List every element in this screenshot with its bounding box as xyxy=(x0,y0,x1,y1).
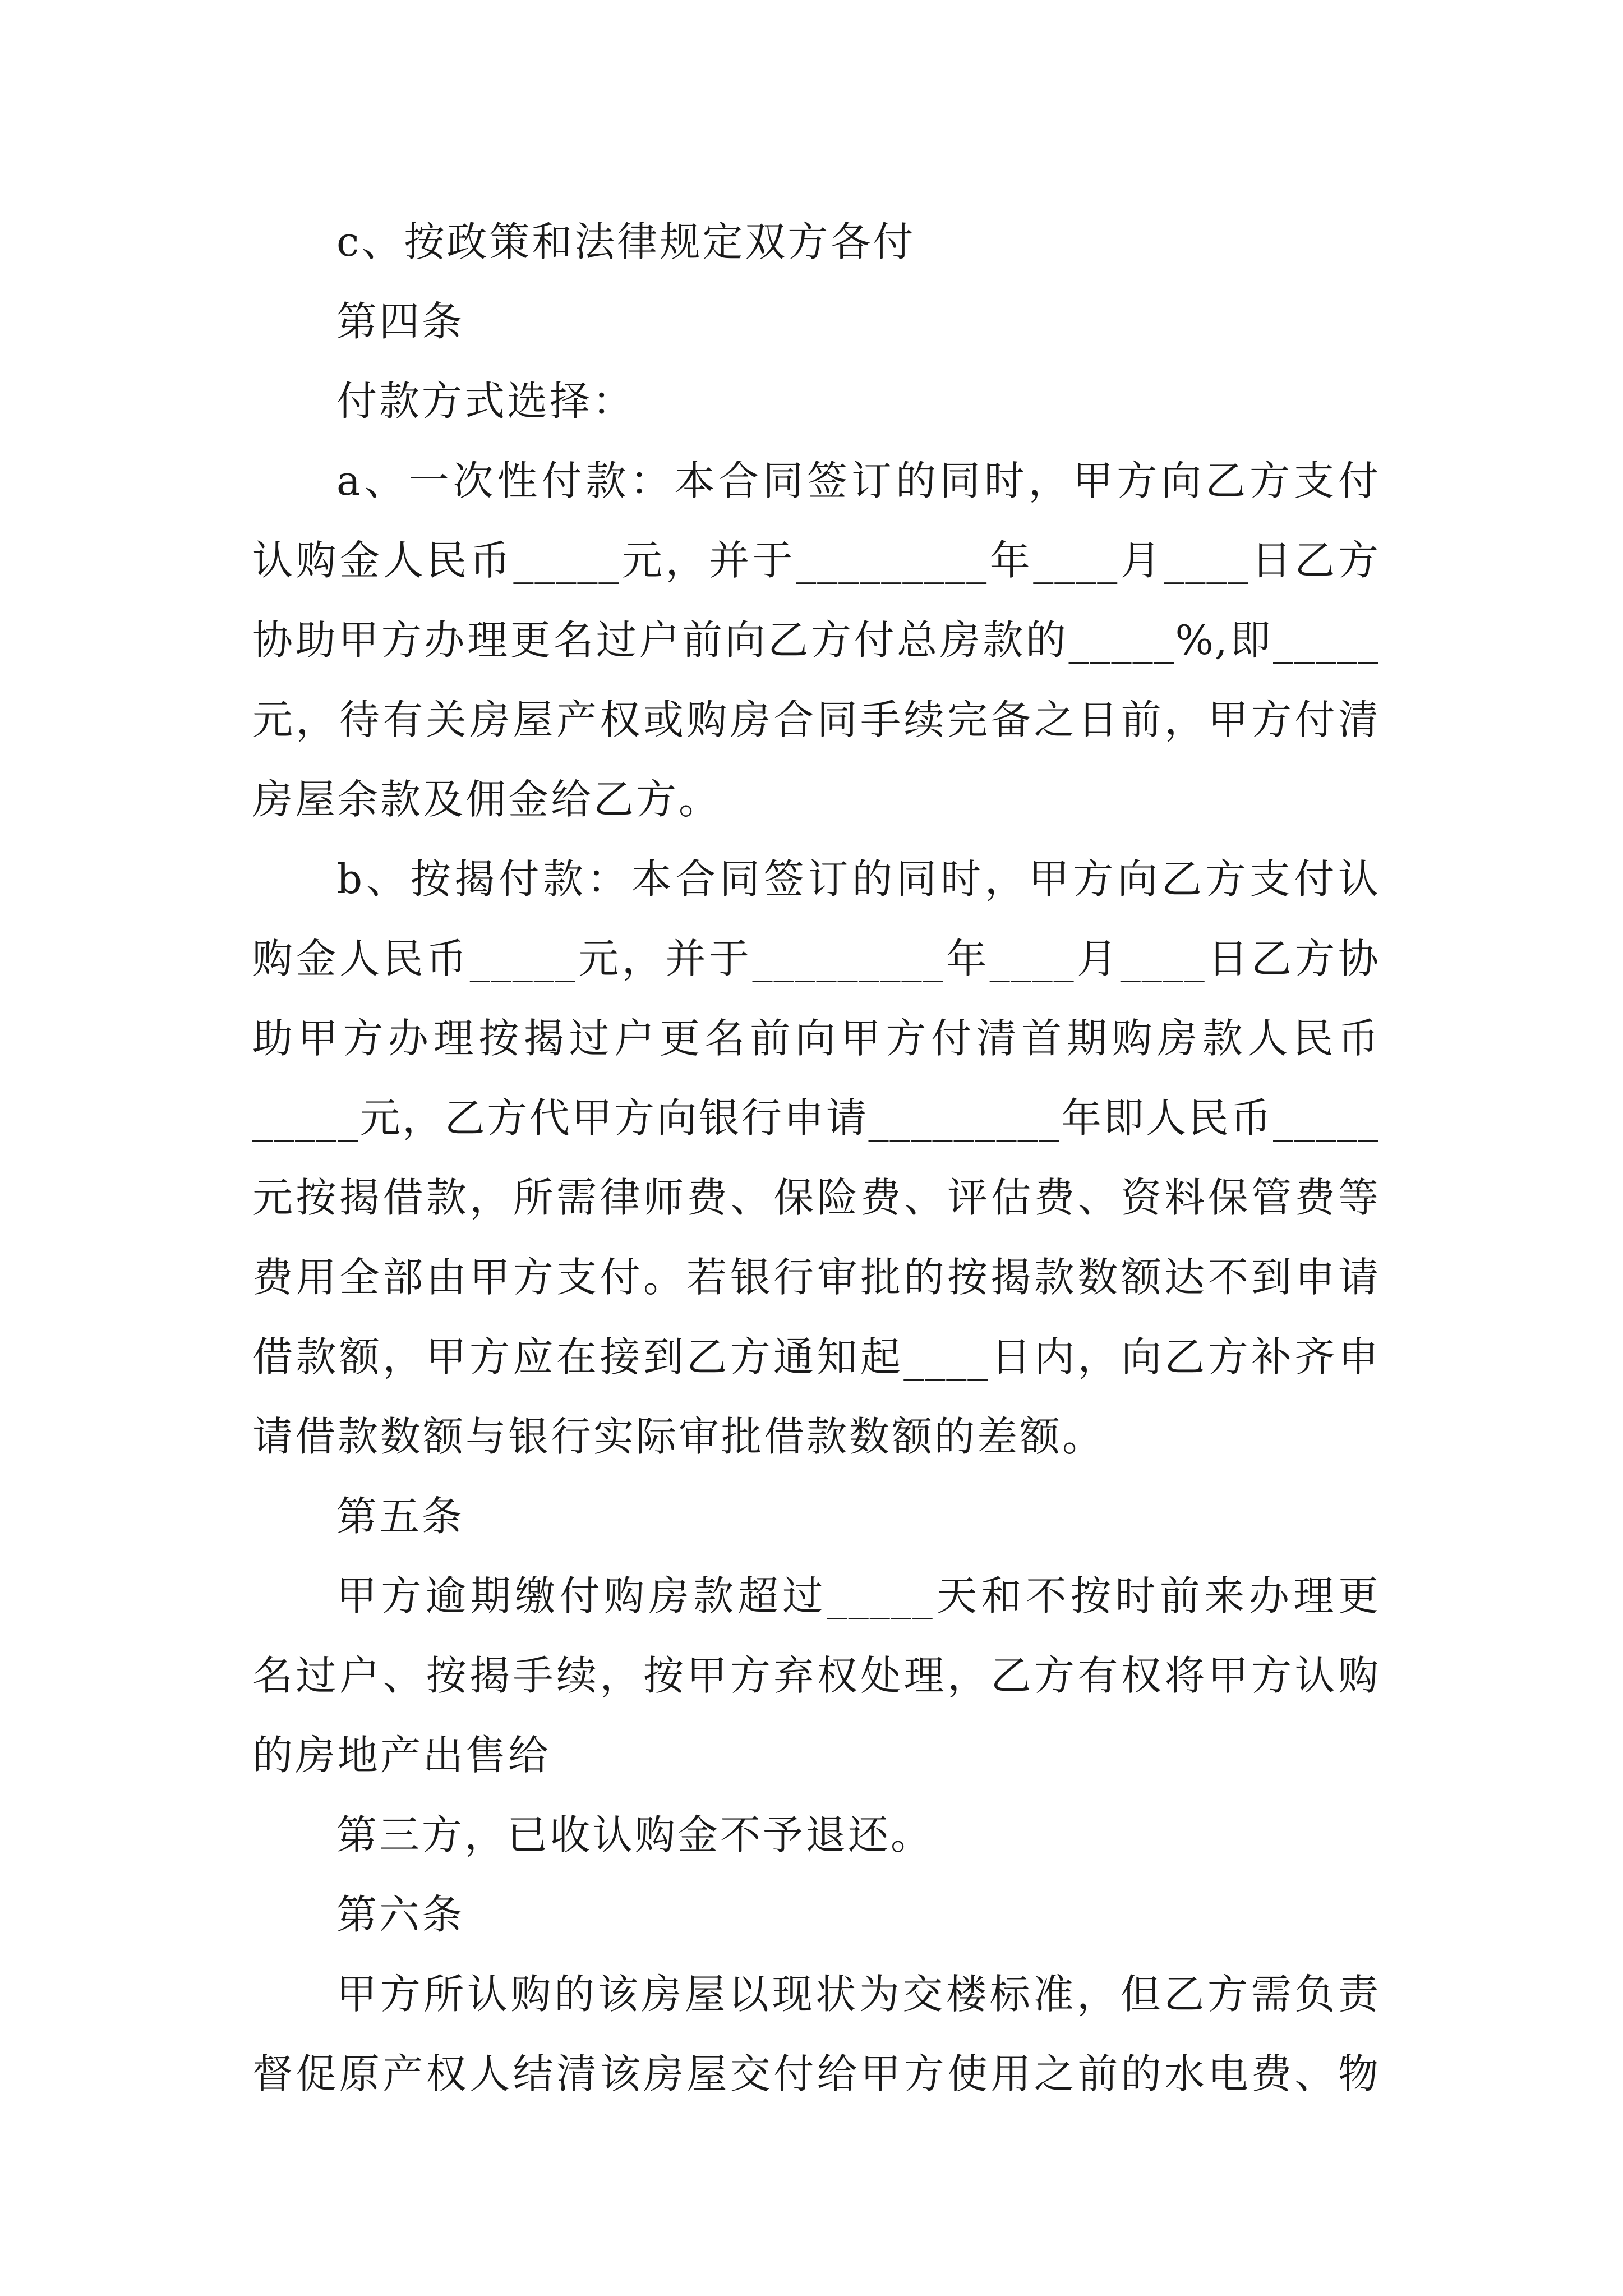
payment-method-heading: 付款方式选择： xyxy=(336,378,635,425)
option-b-line-3: 助甲方办理按揭过户更名前向甲方付清首期购房款人民币 xyxy=(252,1015,1380,1062)
option-b-line-7: 借款额，甲方应在接到乙方通知起____日内，向乙方补齐申 xyxy=(252,1333,1380,1381)
document-page xyxy=(252,202,1380,2114)
article-5-line-2: 名过户、按揭手续，按甲方弃权处理，乙方有权将甲方认购 xyxy=(252,1652,1380,1699)
article-6-line-1: 甲方所认购的该房屋以现状为交楼标准，但乙方需负责 xyxy=(336,1971,1380,2018)
article-5-heading: 第五条 xyxy=(336,1493,465,1540)
option-b-line-2: 购金人民币_____元，并于_________年____月____日乙方协 xyxy=(252,935,1380,982)
option-a-line-5: 房屋余款及佣金给乙方。 xyxy=(252,776,722,823)
article-5-line-1: 甲方逾期缴付购房款超过_____天和不按时前来办理更 xyxy=(336,1572,1380,1619)
clause-3-option-c: c、按政策和法律规定双方各付 xyxy=(336,218,916,265)
option-a-line-3: 协助甲方办理更名过户前向乙方付总房款的_____%,即_____ xyxy=(252,616,1380,664)
article-6-line-2: 督促原产权人结清该房屋交付给甲方使用之前的水电费、物 xyxy=(252,2050,1380,2097)
article-5-line-3: 的房地产出售给 xyxy=(252,1732,551,1779)
article-6-heading: 第六条 xyxy=(336,1891,465,1938)
option-b-line-5: 元按揭借款，所需律师费、保险费、评估费、资料保管费等 xyxy=(252,1174,1380,1221)
article-5-line-4: 第三方，已收认购金不予退还。 xyxy=(336,1811,934,1858)
option-b-line-6: 费用全部由甲方支付。若银行审批的按揭款数额达不到申请 xyxy=(252,1254,1380,1301)
article-4-heading: 第四条 xyxy=(336,298,465,345)
option-a-line-2: 认购金人民币_____元，并于_________年____月____日乙方 xyxy=(252,537,1380,584)
option-b-line-1: b、按揭付款：本合同签订的同时，甲方向乙方支付认 xyxy=(336,855,1380,903)
option-b-line-4: _____元，乙方代甲方向银行申请_________年即人民币_____ xyxy=(252,1094,1380,1142)
option-a-line-1: a、一次性付款：本合同签订的同时，甲方向乙方支付 xyxy=(336,457,1380,504)
option-b-line-8: 请借款数额与银行实际审批借款数额的差额。 xyxy=(252,1413,1105,1460)
option-a-line-4: 元，待有关房屋产权或购房合同手续完备之日前，甲方付清 xyxy=(252,696,1380,743)
